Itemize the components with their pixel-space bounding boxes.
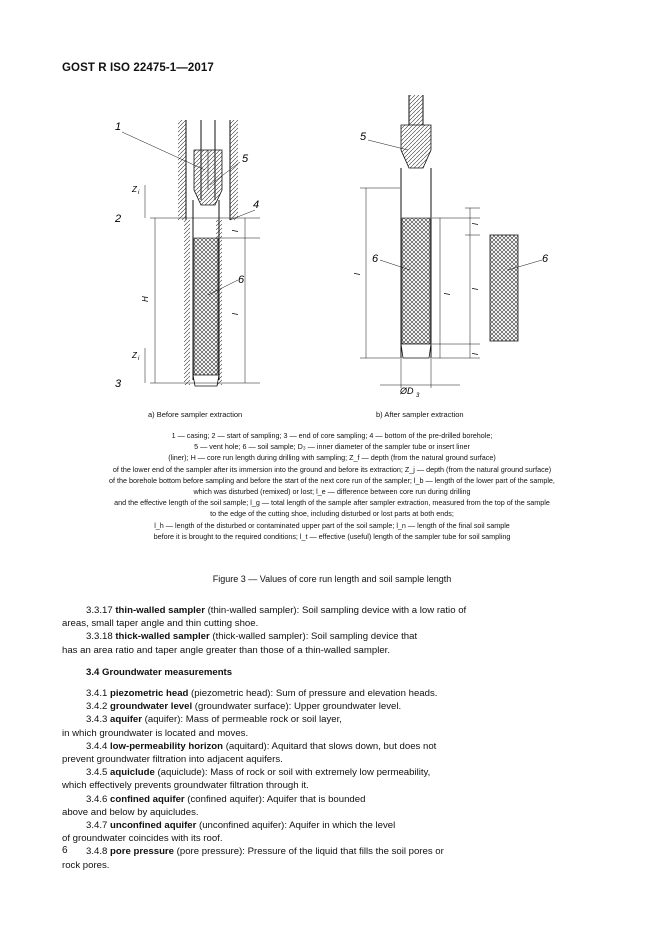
def-text: (pore pressure): Pressure of the liquid that fills the soil pores or xyxy=(174,846,444,858)
def-number: 3.4.1 xyxy=(86,688,108,700)
label-lg-right: l xyxy=(443,293,452,295)
def-term: pore pressure xyxy=(110,846,175,858)
term-3-3-17-cont: areas, small taper angle and thin cutting shoe. xyxy=(62,618,259,630)
def-3-4-6 xyxy=(62,793,602,806)
label-lg-left: l xyxy=(231,313,240,315)
label-lh: l xyxy=(471,223,480,225)
term-name: thick-walled sampler xyxy=(115,631,210,643)
term-definition: (thin-walled sampler): Soil sampling device with a low ratio of xyxy=(204,605,467,616)
label-5-left: 5 xyxy=(242,153,249,165)
def-3-4-4-cont: prevent groundwater filtration into adjacent aquifers. xyxy=(62,754,283,766)
def-term: confined aquifer xyxy=(110,793,185,805)
figure-title: Figure 3 — Values of core run length and soil sample length xyxy=(212,574,452,584)
def-3-4-2 xyxy=(62,700,602,713)
label-lt: l xyxy=(353,273,362,275)
label-d3: ØD xyxy=(400,386,414,396)
label-zi-top: Z xyxy=(132,185,137,194)
def-3-4-8 xyxy=(62,845,602,858)
term-number: 3.3.18 xyxy=(86,631,113,643)
legend-line: of the lower end of the sampler after its immersion into the ground and before its extraction; Z_j — depth (from the natural ground surface) xyxy=(112,464,552,474)
legend-line: which was disturbed (remixed) or lost; l_e — difference between core run during drilling xyxy=(193,487,471,497)
caption-left: a) Before sampler extraction xyxy=(148,410,243,419)
label-6-right-a: 6 xyxy=(372,253,379,265)
def-term: piezometric head xyxy=(110,688,189,700)
left-sampler-drawing xyxy=(122,120,260,386)
document-body xyxy=(62,604,602,872)
def-text: (aquifer): Mass of permeable rock or soil layer, xyxy=(142,714,342,726)
def-term: aquifer xyxy=(110,714,143,726)
label-5-right: 5 xyxy=(360,131,367,143)
label-zi-top-sub: i xyxy=(138,190,140,196)
label-6-right-b: 6 xyxy=(542,253,549,265)
def-number: 3.4.5 xyxy=(86,767,108,779)
def-3-4-3-cont: in which groundwater is located and moves. xyxy=(62,727,249,739)
def-term: aquiclude xyxy=(110,767,155,779)
legend-line: 1 — casing; 2 — start of sampling; 3 — end of core sampling; 4 — bottom of the pre-drilled borehole; xyxy=(171,431,493,440)
def-term: groundwater level xyxy=(110,701,193,713)
def-text: (unconfined aquifer): Aquifer in which the level xyxy=(196,820,396,832)
def-text: (piezometric head): Sum of pressure and elevation heads. xyxy=(188,688,438,700)
def-number: 3.4.2 xyxy=(86,701,108,713)
term-number: 3.3.17 xyxy=(86,605,113,616)
def-3-4-6-cont: above and below by aquicludes. xyxy=(62,806,199,818)
def-3-4-5-cont: which effectively prevents groundwater filtration through it. xyxy=(62,780,309,792)
label-1: 1 xyxy=(115,121,122,133)
figure-3-drawing xyxy=(60,90,620,420)
def-text: (aquitard): Aquitard that slows down, but does not xyxy=(223,740,437,752)
label-lb-right: l xyxy=(471,353,480,355)
label-6-left: 6 xyxy=(238,274,245,286)
term-3-3-18-cont: has an area ratio and taper angle greater than those of a thin-walled sampler. xyxy=(62,644,390,656)
def-number: 3.4.6 xyxy=(86,793,108,805)
legend-line: 5 — vent hole; 6 — soil sample; D₃ — inner diameter of the sampler tube or insert liner xyxy=(194,442,470,452)
caption-right: b) After sampler extraction xyxy=(376,410,464,419)
def-text: (groundwater surface): Upper groundwater level. xyxy=(192,701,402,713)
def-number: 3.4.8 xyxy=(86,846,108,858)
legend-line: to the edge of the cutting shoe, including disturbed or lost parts at both ends; xyxy=(210,509,454,519)
label-zi-bottom-sub: i xyxy=(138,356,140,362)
def-text: (confined aquifer): Aquifer that is bounded xyxy=(184,793,366,805)
def-number: 3.4.3 xyxy=(86,714,108,726)
legend-line: and the effective length of the soil sample; l_g — total length of the sample after sampler extraction, measured from the top of the sample xyxy=(114,498,550,508)
label-H: H xyxy=(141,296,150,302)
def-term: low-permeability horizon xyxy=(110,740,224,752)
def-text: (aquiclude): Mass of rock or soil with extremely low permeability, xyxy=(154,767,431,779)
def-3-4-5 xyxy=(62,766,602,779)
legend-line: before it is brought to the required conditions; l_t — effective (useful) length of the sampler tube for soil sampling xyxy=(153,531,511,541)
label-zi-bottom: Z xyxy=(132,351,137,360)
section-heading: 3.4 Groundwater measurements xyxy=(86,666,233,678)
right-sampler-drawing xyxy=(360,95,542,388)
def-term: unconfined aquifer xyxy=(110,820,197,832)
legend-line: l_h — length of the disturbed or contaminated upper part of the soil sample; l_n — length of the final soil sample xyxy=(154,520,510,530)
legend-line: of the borehole bottom before sampling and before the start of the next core run of the sampler; l_b — length of the lower part of the sample, xyxy=(109,475,555,485)
label-d3-sub: 3 xyxy=(416,393,420,399)
term-3-3-17 xyxy=(62,604,602,617)
label-lr: l xyxy=(471,288,480,290)
figure-legend xyxy=(62,430,602,542)
legend-line: (liner); H — core run length during drilling with sampling; Z_f — depth (from the natural ground surface) xyxy=(168,453,496,463)
term-definition: (thick-walled sampler): Soil sampling device that xyxy=(209,631,418,643)
def-3-4-7-cont: of groundwater coincides with its roof. xyxy=(62,833,223,845)
page-number: 6 xyxy=(62,845,68,856)
term-3-3-18 xyxy=(62,630,602,643)
def-number: 3.4.7 xyxy=(86,820,108,832)
def-3-4-3 xyxy=(62,713,602,726)
document-header: GOST R ISO 22475-1—2017 xyxy=(62,62,214,74)
label-3: 3 xyxy=(115,378,122,390)
def-number: 3.4.4 xyxy=(86,740,108,752)
label-2: 2 xyxy=(115,213,122,225)
def-3-4-1 xyxy=(62,687,602,700)
def-3-4-7 xyxy=(62,819,602,832)
term-name: thin-walled sampler xyxy=(115,605,205,616)
def-3-4-8-cont: rock pores. xyxy=(62,859,110,871)
label-lb-left: l xyxy=(231,230,240,232)
def-3-4-4 xyxy=(62,740,602,753)
label-4: 4 xyxy=(253,199,260,211)
